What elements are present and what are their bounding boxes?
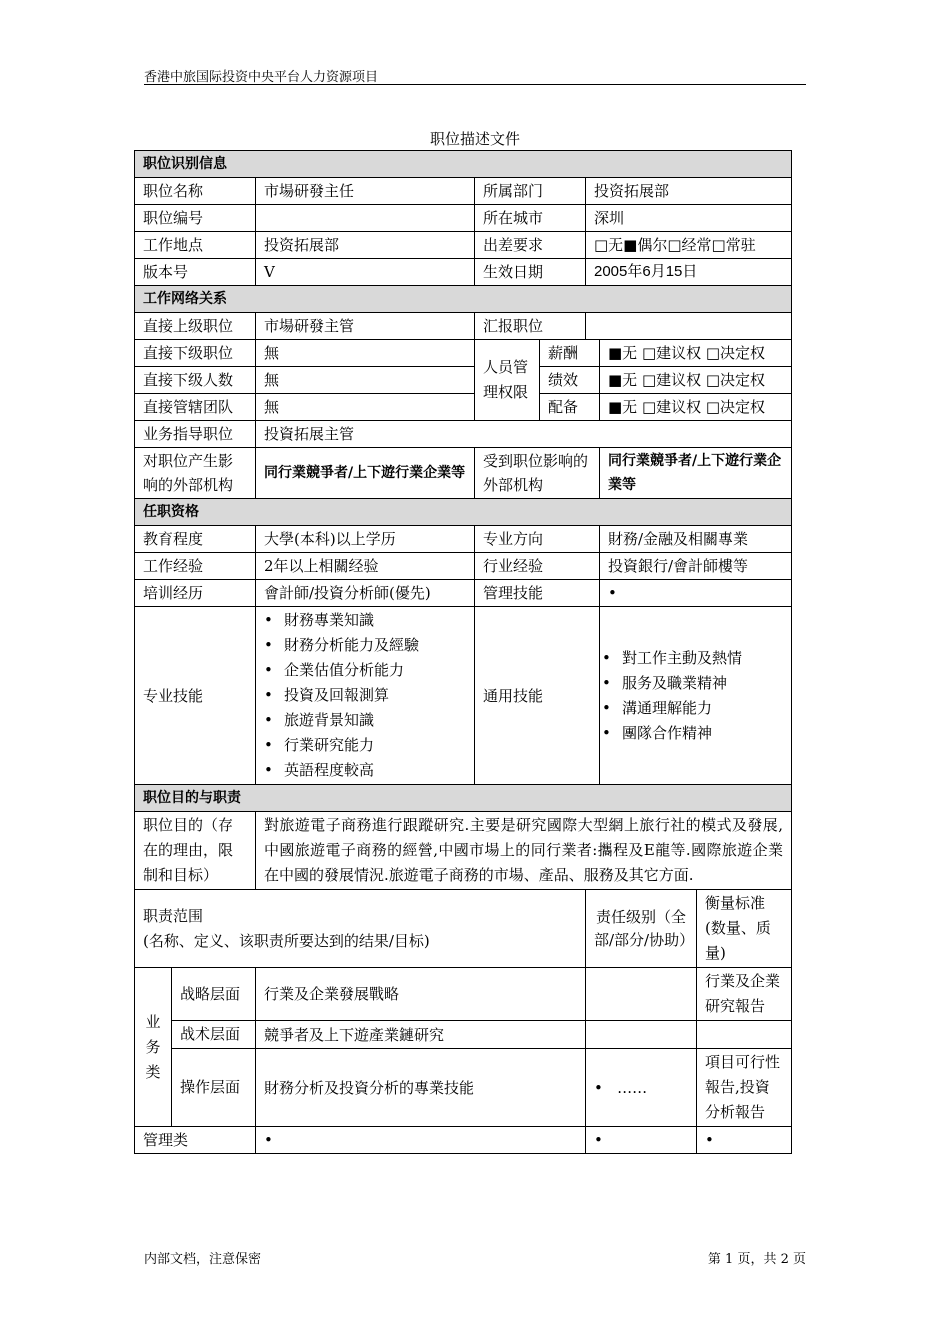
- section-responsibility-title: 职位目的与职责: [135, 785, 792, 812]
- measure-tactical: [697, 1021, 792, 1049]
- value-city: 深圳: [586, 205, 792, 232]
- value-management-skill: [600, 580, 792, 607]
- label-guidance: 业务指导职位: [135, 421, 256, 448]
- table-row: [135, 313, 792, 340]
- measure-standard-header: 衡量标准(数量、质量): [697, 890, 792, 968]
- value-position-name: 市場研發主任: [256, 178, 475, 205]
- list-item: • 投資及回報測算: [264, 683, 466, 708]
- label-management-category: 管理类: [135, 1127, 256, 1154]
- value-industry-experience: 投資銀行/會計師樓等: [600, 553, 792, 580]
- value-education: 大學(本科)以上学历: [256, 526, 475, 553]
- value-position-purpose: 對旅遊電子商務進行跟蹤研究.主要是研究國際大型網上旅行社的模式及發展,中國旅遊電子商務的經營,中國市場上的同行業者:攜程及E龍等.國際旅遊企業在中國的發展情況.旅遊電子商務的市場、產品、服務及其它方面.: [256, 812, 792, 890]
- value-major: 財務/金融及相關專業: [600, 526, 792, 553]
- value-guidance: 投資拓展主管: [256, 421, 792, 448]
- list-item: • 服务及職業精神: [602, 671, 783, 696]
- table-row: [135, 526, 792, 553]
- label-supervisor: 直接上级职位: [135, 313, 256, 340]
- level-tactical: [586, 1021, 697, 1049]
- table-row: [135, 232, 792, 259]
- table-row: [135, 259, 792, 286]
- table-row: [135, 580, 792, 607]
- list-item: • 英語程度較高: [264, 758, 466, 783]
- list-item: • 企業估值分析能力: [264, 658, 466, 683]
- table-row: [135, 178, 792, 205]
- authority-item: 配备: [540, 394, 600, 421]
- responsibility-scope-header: [135, 890, 586, 968]
- authority-value: ■无 □建议权 □决定权: [600, 367, 792, 394]
- value-subordinate: 無: [256, 340, 475, 367]
- table-row: [135, 968, 792, 1021]
- value-report-to: [586, 313, 792, 340]
- value-external-affecting: 同行業競爭者/上下遊行業企業等: [256, 448, 475, 499]
- value-external-affected: 同行業競爭者/上下遊行業企業等: [600, 448, 792, 499]
- label-position-name: 职位名称: [135, 178, 256, 205]
- value-supervisor: 市場研發主管: [256, 313, 475, 340]
- section-network-title: 工作网络关系: [135, 286, 792, 313]
- section-identification-title: 职位识别信息: [135, 151, 792, 178]
- label-professional-skills: 专业技能: [135, 607, 256, 785]
- value-effective-date: 2005年6月15日: [586, 259, 792, 286]
- label-external-affected: 受到职位影响的外部机构: [475, 448, 600, 499]
- footer-confidential: 内部文档，注意保密: [144, 1252, 262, 1267]
- label-external-affecting: 对职位产生影响的外部机构: [135, 448, 256, 499]
- table-row: [135, 205, 792, 232]
- table-row: [135, 812, 792, 890]
- label-position-code: 职位编号: [135, 205, 256, 232]
- authority-item: 绩效: [540, 367, 600, 394]
- label-version: 版本号: [135, 259, 256, 286]
- duty-strategic: 行業及企業發展戰略: [256, 968, 586, 1021]
- label-position-purpose: 职位目的（存在的理由，限制和目标）: [135, 812, 256, 890]
- value-subordinate-count: 無: [256, 367, 475, 394]
- layer-tactical: 战术层面: [172, 1021, 256, 1049]
- bullet-icon: •: [705, 1131, 714, 1149]
- table-row: [135, 394, 792, 421]
- table-row: [135, 890, 792, 968]
- list-item: • 溝通理解能力: [602, 696, 783, 721]
- value-team: 無: [256, 394, 475, 421]
- general-skills-list: [600, 607, 792, 785]
- responsibility-level-header: 责任级别（全部/部分/协助）: [586, 890, 697, 968]
- duty-operational: 財務分析及投資分析的專業技能: [256, 1049, 586, 1127]
- bullet-icon: •: [594, 1078, 603, 1097]
- label-personnel-authority: 人员管理权限: [475, 340, 540, 421]
- value-work-experience: 2年以上相關经验: [256, 553, 475, 580]
- label-major: 专业方向: [475, 526, 600, 553]
- label-city: 所在城市: [475, 205, 586, 232]
- footer-page-number: 第 1 页，共 2 页: [707, 1252, 806, 1267]
- header-project: 香港中旅国际投资中央平台人力资源项目: [144, 70, 379, 85]
- list-item: • 財務專業知識: [264, 608, 466, 633]
- label-education: 教育程度: [135, 526, 256, 553]
- value-department: 投资拓展部: [586, 178, 792, 205]
- layer-strategic: 战略层面: [172, 968, 256, 1021]
- table-row: [135, 607, 792, 785]
- table-row: [135, 553, 792, 580]
- scope-label: 职责范围: [143, 906, 204, 925]
- duty-management: [256, 1127, 586, 1154]
- table-row: [135, 448, 792, 499]
- list-item: • 財務分析能力及經驗: [264, 633, 466, 658]
- value-version: V: [256, 259, 475, 286]
- label-industry-experience: 行业经验: [475, 553, 600, 580]
- value-travel: □无■偶尔□经常□常驻: [586, 232, 792, 259]
- bullet-icon: •: [594, 1131, 603, 1149]
- table-row: [135, 1127, 792, 1154]
- authority-value: ■无 □建议权 □决定权: [600, 394, 792, 421]
- section-qualification-title: 任职资格: [135, 499, 792, 526]
- label-subordinate: 直接下级职位: [135, 340, 256, 367]
- label-effective-date: 生效日期: [475, 259, 586, 286]
- table-row: [135, 421, 792, 448]
- value-work-location: 投资拓展部: [256, 232, 475, 259]
- table-row: [135, 1049, 792, 1127]
- bullet-icon: •: [608, 584, 617, 602]
- list-item: • 旅遊背景知識: [264, 708, 466, 733]
- label-work-location: 工作地点: [135, 232, 256, 259]
- level-management: [586, 1127, 697, 1154]
- label-management-skill: 管理技能: [475, 580, 600, 607]
- label-team: 直接管辖团队: [135, 394, 256, 421]
- measure-operational: 項目可行性報告,投資分析報告: [697, 1049, 792, 1127]
- list-item: • 團隊合作精神: [602, 721, 783, 746]
- label-training: 培训经历: [135, 580, 256, 607]
- job-description-table: [134, 150, 792, 1154]
- label-report-to: 汇报职位: [475, 313, 586, 340]
- measure-management: [697, 1127, 792, 1154]
- authority-item: 薪酬: [540, 340, 600, 367]
- table-row: [135, 1021, 792, 1049]
- professional-skills-list: [256, 607, 475, 785]
- layer-operational: 操作层面: [172, 1049, 256, 1127]
- label-business-category: 业务类: [135, 968, 172, 1127]
- list-item: • 對工作主動及熱情: [602, 646, 783, 671]
- level-operational: • ……: [586, 1049, 697, 1127]
- header-divider: [144, 84, 806, 85]
- document-title: 职位描述文件: [429, 130, 520, 148]
- authority-value: ■无 □建议权 □决定权: [600, 340, 792, 367]
- list-item: • 行業研究能力: [264, 733, 466, 758]
- bullet-icon: •: [264, 1131, 273, 1149]
- label-general-skills: 通用技能: [475, 607, 600, 785]
- level-strategic: [586, 968, 697, 1021]
- measure-strategic: 行業及企業研究報告: [697, 968, 792, 1021]
- value-position-code: [256, 205, 475, 232]
- label-department: 所属部门: [475, 178, 586, 205]
- duty-tactical: 競爭者及上下遊產業鏈研究: [256, 1021, 586, 1049]
- label-travel: 出差要求: [475, 232, 586, 259]
- value-training: 會計師/投資分析師(優先): [256, 580, 475, 607]
- table-row: [135, 367, 792, 394]
- label-work-experience: 工作经验: [135, 553, 256, 580]
- scope-sub-label: (名称、定义、该职责所要达到的结果/目标): [143, 931, 430, 950]
- table-row: [135, 340, 792, 367]
- label-subordinate-count: 直接下级人数: [135, 367, 256, 394]
